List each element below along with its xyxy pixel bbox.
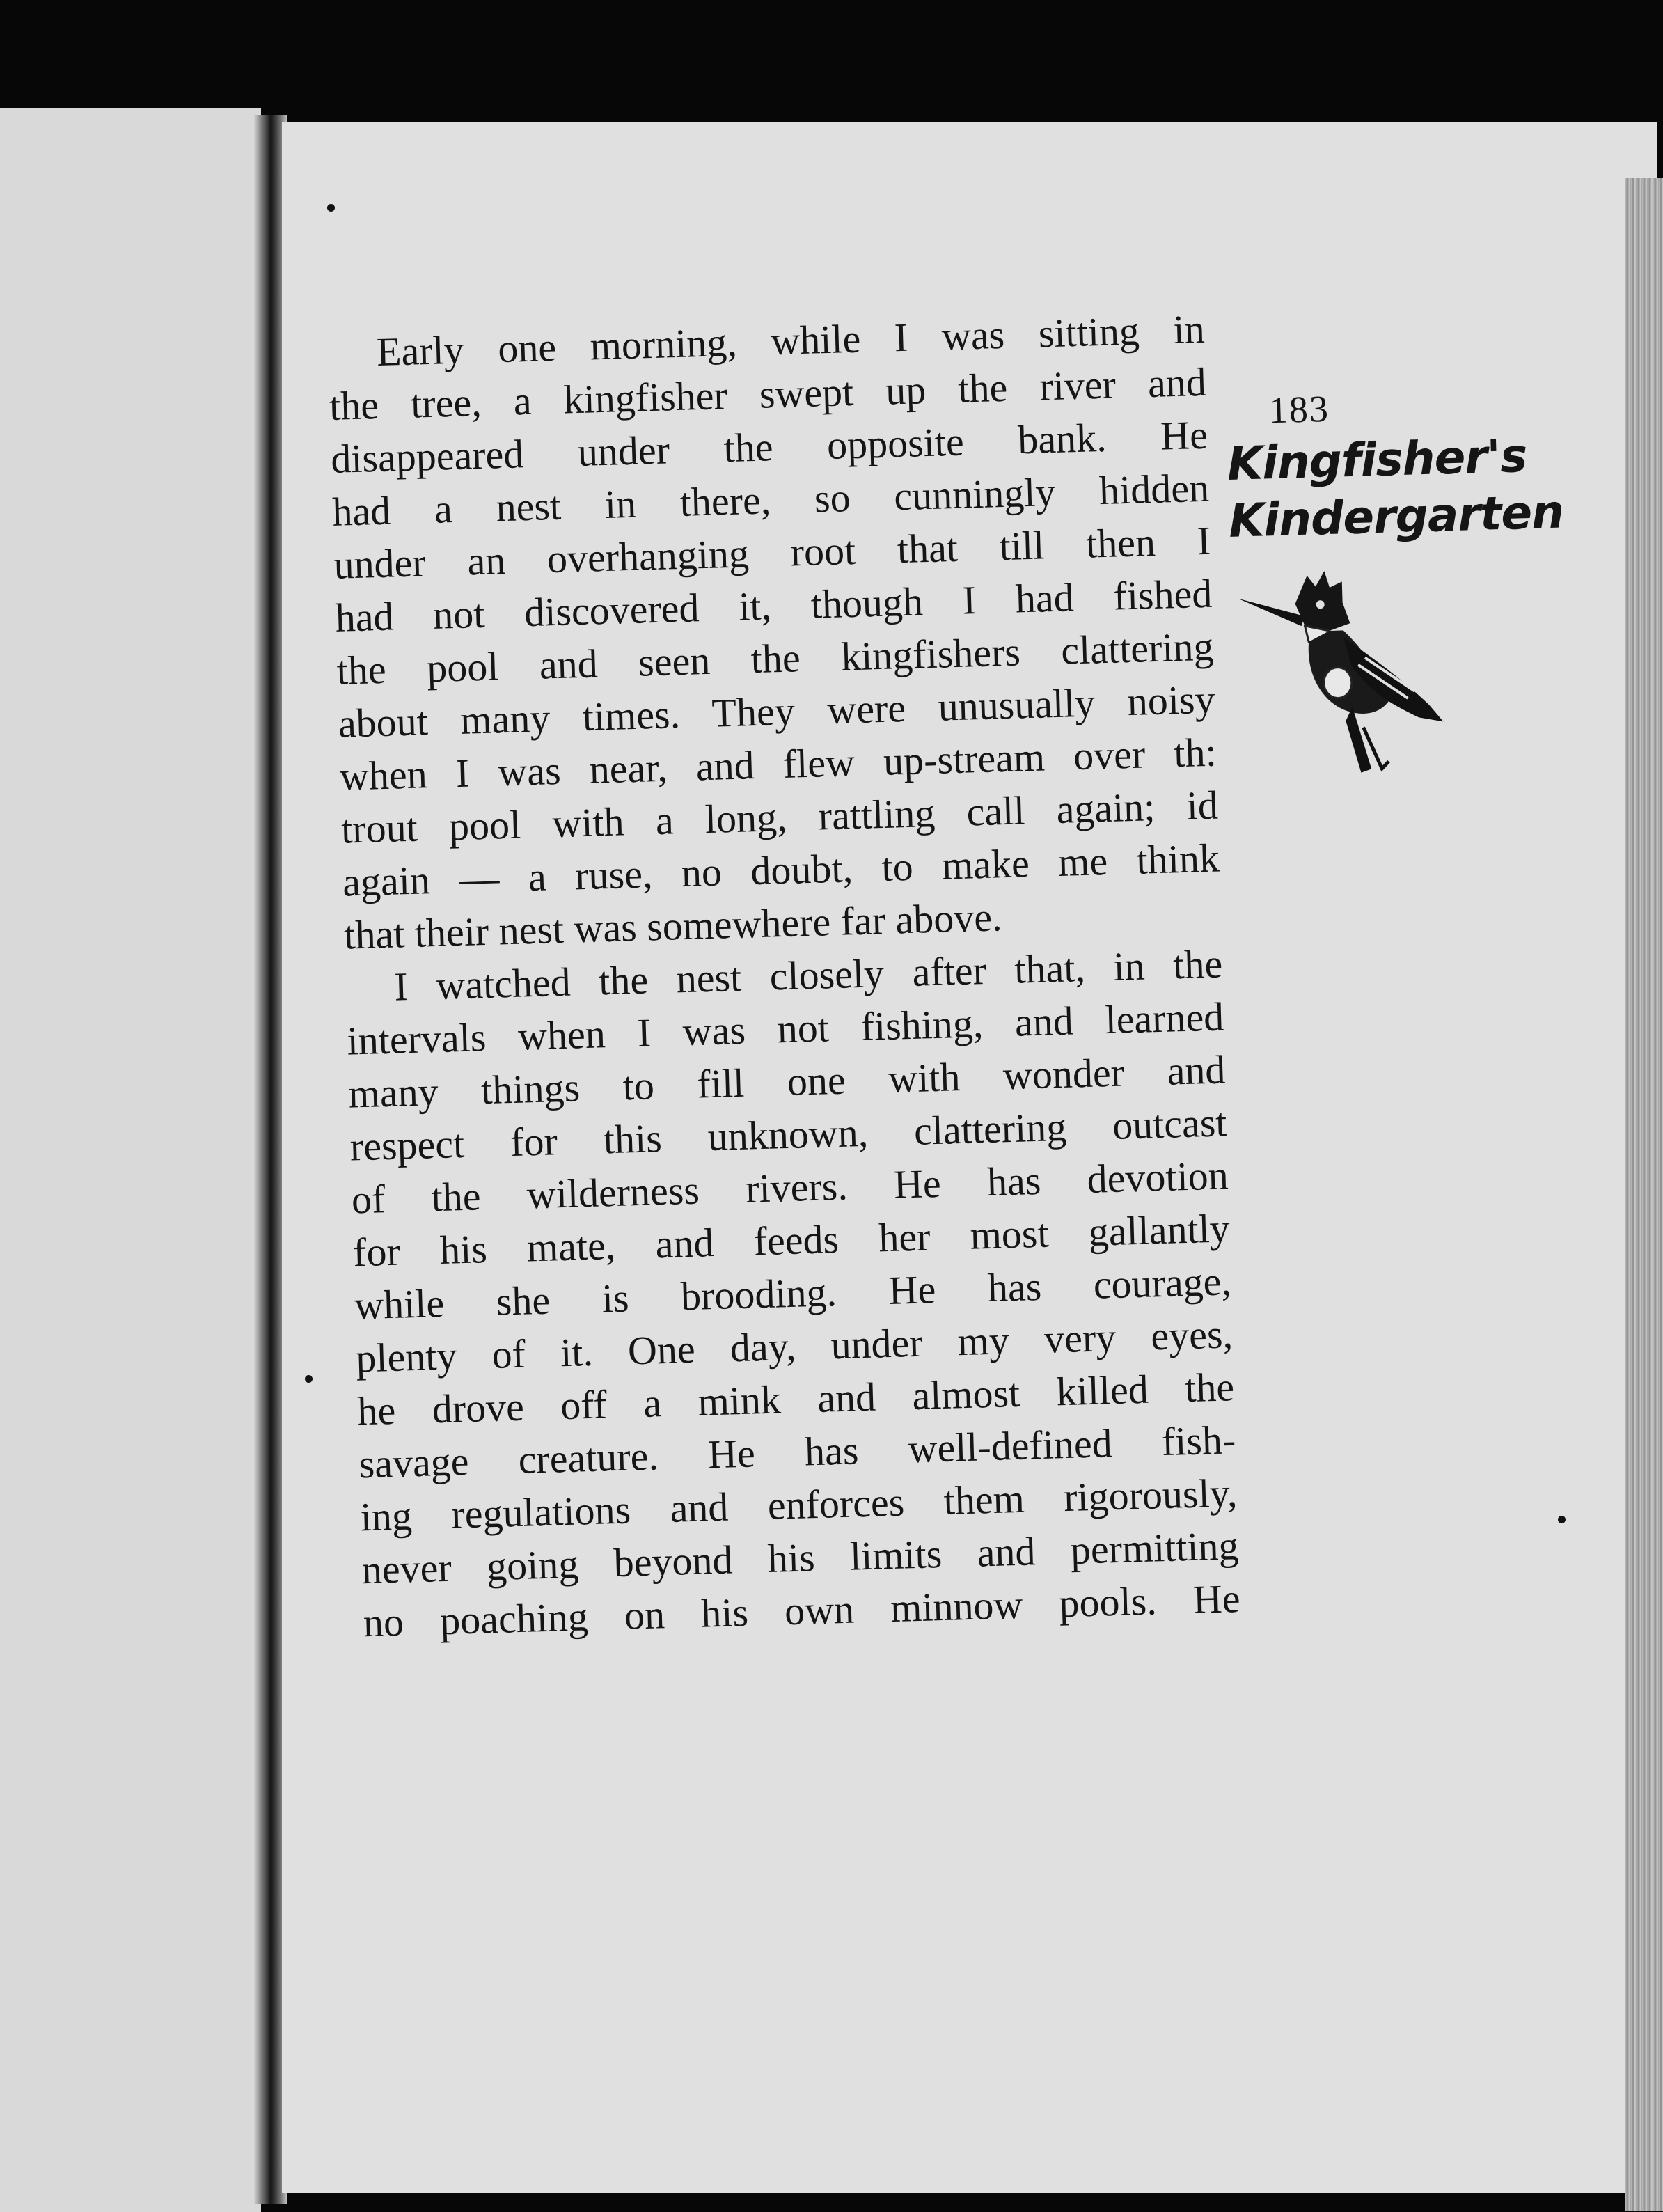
text-line: I watched the nest closely after that, in the bbox=[393, 941, 1223, 1010]
text-line: that their nest was somewhere far above. bbox=[343, 894, 1003, 958]
page-edges bbox=[1625, 178, 1663, 2211]
text-line: when I was near, and flew up-stream over th: bbox=[339, 729, 1217, 799]
speck bbox=[327, 204, 335, 212]
running-head-line-2: Kindergarten bbox=[1228, 485, 1565, 548]
body-text bbox=[327, 303, 1241, 1649]
margin-sidebar bbox=[1225, 381, 1563, 547]
text-line: intervals when I was not fishing, and learned bbox=[346, 994, 1225, 1064]
text-line: he drove off a mink and almost killed the bbox=[356, 1364, 1235, 1434]
speck bbox=[305, 1375, 313, 1383]
paragraph-1 bbox=[327, 303, 1222, 962]
text-line: about many times. They were unusually noisy bbox=[337, 676, 1216, 746]
text-line: of the wilderness rivers. He has devotion bbox=[351, 1152, 1229, 1223]
running-head-line-1: Kingfisher's bbox=[1226, 428, 1528, 491]
text-line: under an overhanging root that till then I bbox=[333, 517, 1211, 588]
left-page bbox=[0, 108, 261, 2212]
kingfisher-illustration-icon bbox=[1237, 558, 1452, 786]
speck bbox=[1558, 1516, 1566, 1523]
paragraph-2 bbox=[345, 937, 1240, 1649]
text-line: the tree, a kingfisher swept up the river and bbox=[329, 359, 1207, 429]
text-line: many things to fill one with wonder and bbox=[347, 1046, 1227, 1117]
text-line: respect for this unknown, clattering outcast bbox=[349, 1099, 1228, 1170]
text-line: never going beyond his limits and permitting bbox=[361, 1523, 1240, 1593]
text-line: had a nest in there, so cunningly hidden bbox=[331, 464, 1210, 535]
text-line: no poaching on his own minnow pools. He bbox=[363, 1576, 1241, 1646]
text-line: the pool and seen the kingfishers clattering bbox=[336, 623, 1215, 693]
text-line: while she is brooding. He has courage, bbox=[354, 1258, 1232, 1328]
text-line: disappeared under the opposite bank. He bbox=[330, 411, 1208, 482]
text-line: Early one morning, while I was sitting in bbox=[376, 306, 1206, 375]
page-number: 183 bbox=[1268, 387, 1330, 432]
text-line: trout pool with a long, rattling call again; id bbox=[340, 782, 1219, 852]
text-line: for his mate, and feeds her most gallantly bbox=[352, 1205, 1231, 1276]
text-line: had not discovered it, though I had fished bbox=[334, 570, 1213, 641]
text-line: ing regulations and enforces them rigorously, bbox=[359, 1470, 1238, 1540]
text-line: savage creature. He has well-defined fish- bbox=[358, 1417, 1237, 1487]
text-line: plenty of it. One day, under my very eyes, bbox=[355, 1311, 1234, 1381]
text-line: again — a ruse, no doubt, to make me think bbox=[342, 835, 1220, 905]
